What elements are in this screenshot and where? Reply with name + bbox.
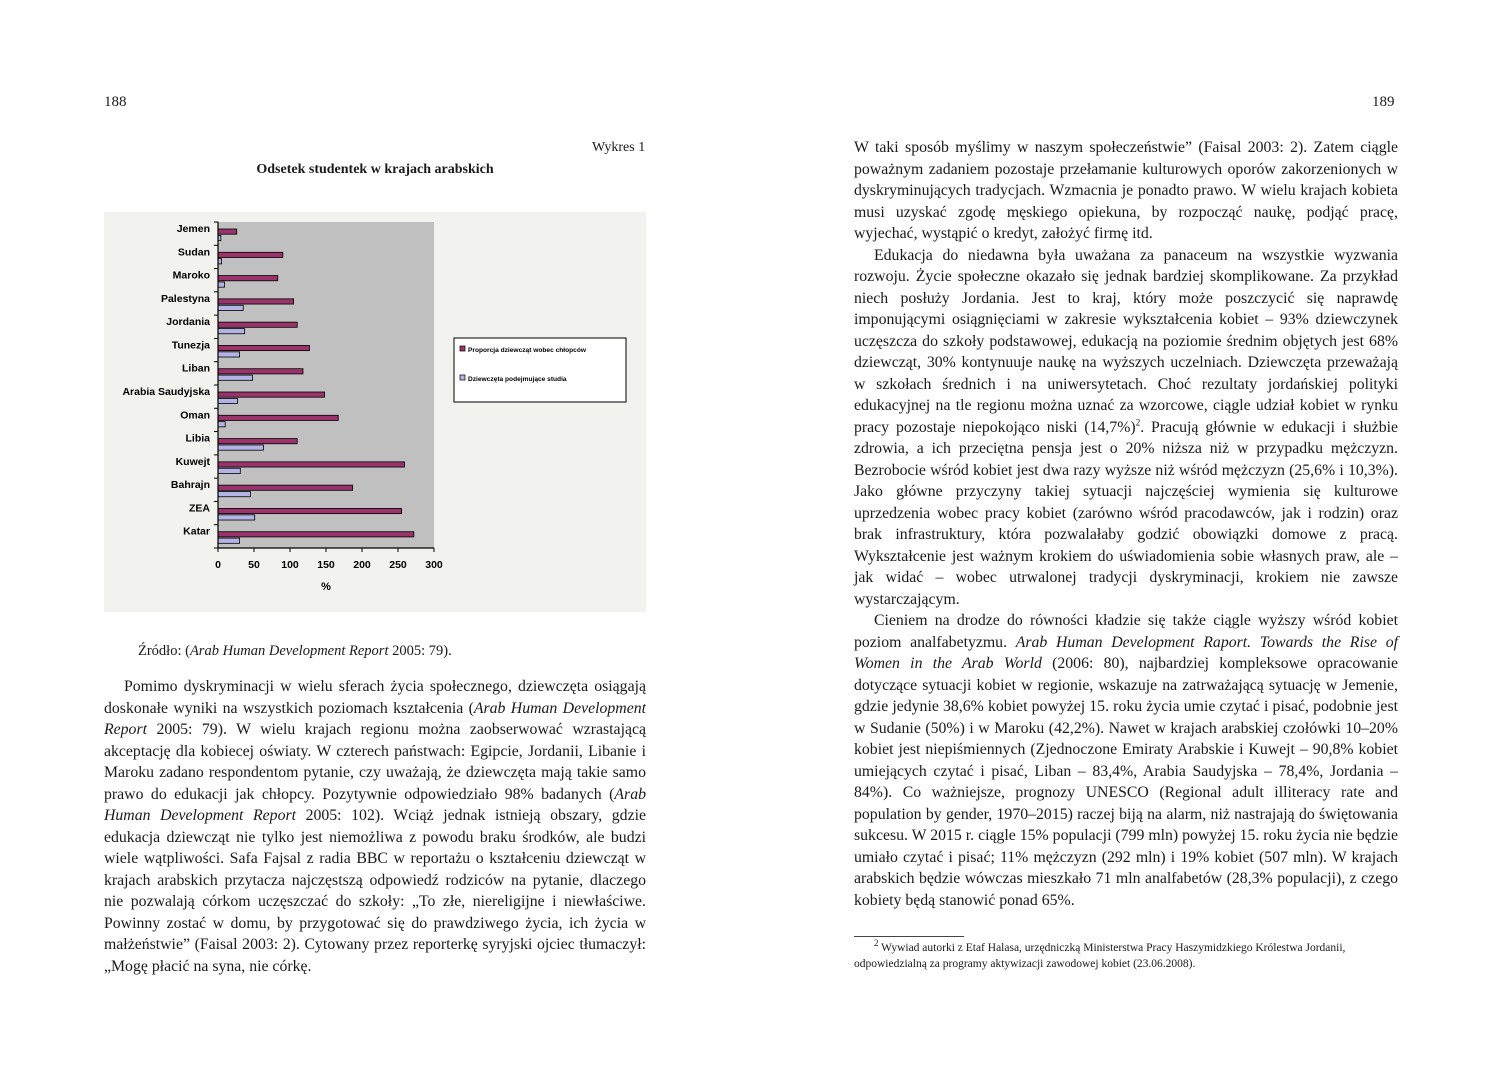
- category-label: Katar: [183, 525, 210, 538]
- figure-label: Wykres 1: [592, 140, 646, 155]
- bar-series-1: [218, 392, 325, 397]
- x-axis-label: %: [321, 581, 331, 593]
- category-label: Jordania: [166, 316, 210, 329]
- x-tick-label: 100: [281, 559, 299, 571]
- figure-source: [138, 643, 452, 660]
- category-label: ZEA: [189, 502, 210, 515]
- bar-chart-panel: [104, 212, 646, 612]
- x-tick-label: 150: [317, 559, 335, 571]
- category-label: Palestyna: [160, 292, 210, 305]
- left-body-text: [104, 676, 646, 977]
- bar-series-1: [218, 462, 404, 467]
- bar-series-2: [218, 492, 250, 497]
- bar-series-1: [218, 229, 237, 234]
- source-prefix: Źródło: (: [138, 643, 190, 659]
- category-label: Arabia Saudyjska: [122, 386, 210, 398]
- bar-series-1: [218, 439, 297, 444]
- category-label: Liban: [182, 362, 210, 375]
- category-label: Bahrajn: [170, 479, 210, 492]
- footnote: [854, 940, 1398, 972]
- bar-series-2: [218, 422, 225, 427]
- x-tick-label: 0: [215, 559, 221, 571]
- plot-area: [218, 222, 434, 548]
- category-label: Sudan: [177, 246, 210, 259]
- bar-series-2: [218, 329, 245, 334]
- bar-series-2: [218, 375, 253, 380]
- paragraph: Pomimo dyskryminacji w wielu sferach życia społecznego, dziewczęta osiągają doskonałe wyniki na wszystkich poziomach kształcenia (Arab Human Development Report 2005: 79). W wielu krajach regionu można zaobserwować wzrastającą akceptację dla kobiecej oświaty. W czterech państwach: Egipcie, Jordanii, Libanie i Maroku zadano respondentom pytanie, czy uważają, że dziewczęta mają takie samo prawo do edukacji jak chłopcy. Pozytywnie odpowiedziało 98% badanych (Arab Human Development Report 2005: 102). Wciąż jednak istnieją obszary, gdzie edukacja dziewcząt nie tylko jest niemożliwa z powodu braku środków, ale budzi wiele wątpliwości. Safa Fajsal z radia BBC w reportażu o kształceniu dziewcząt w krajach arabskich przytacza najczęstszą odpowiedź rodziców na pytanie, dlaczego nie pozwalają córkom uczęszczać do szkoły: „To złe, niereligijne i niewłaściwe. Powinny zostać w domu, by przygotować się do prawdziwego życia, ich życia w małżeństwie” (Faisal 2003: 2). Cytowany przez reporterkę syryjski ojciec tłumaczył: „Mogę płacić na syna, nie córkę.: [104, 678, 646, 975]
- footnote-ref: 2: [1135, 417, 1141, 428]
- bar-series-1: [218, 415, 338, 420]
- bar-series-2: [218, 538, 240, 543]
- bar-series-2: [218, 468, 240, 473]
- source-suffix: 2005: 79).: [388, 643, 452, 659]
- category-label: Kuwejt: [175, 455, 210, 468]
- bar-series-1: [218, 345, 309, 350]
- paragraph: W taki sposób myślimy w naszym społeczeństwie” (Faisal 2003: 2). Zatem ciągle poważnym zadaniem pozostaje przełamanie kulturowych oporów zakorzenionych w dyskryminujących tradycjach. Wzmacnia je ponadto prawo. W wielu krajach kobieta musi uzyskać zgodę męskiego opiekuna, by rozpocząć naukę, podjąć pracę, wyjechać, wystąpić o kredyt, założyć firmę itd.: [854, 139, 1398, 242]
- bar-series-2: [218, 515, 255, 520]
- bar-series-2: [218, 398, 237, 403]
- paragraph: Edukacja do niedawna była uważana za panaceum na wszystkie wyzwania rozwoju. Życie społeczne okazało się jednak bardziej skomplikowane. Za przykład niech posłuży Jordania. Jest to kraj, który może poszczycić się naprawdę imponującymi osiągnięciami w zakresie wykształcenia kobiet – 93% dziewczynek uczęszcza do szkoły podstawowej, edukacją na poziomie średnim objętych jest 68% dziewcząt, 30% kontynuuje naukę na wyższych uczelniach. Dziewczęta przeważają w szkołach średnich i na uniwersytetach. Choć rezultaty jordańskiej polityki edukacyjnej na tle regionu można uznać za wzorcowe, ciągle udział kobiet w rynku pracy pozostaje niepokojąco niski $(14,7\%)^2$. Pracują głównie w edukacji i służbie zdrowia, a ich przeciętna pensja jest o 20% niższa niż w przypadku mężczyzn. Bezrobocie wśród kobiet jest dwa razy wyższe niż wśród mężczyzn (25,6% i 10,3%). Jako główne przyczyny takiej sytuacji najczęściej wymienia się kulturowe uprzedzenia wobec pracy kobiet (zarówno wśród pracodawców, jak i rodzin) oraz brak infrastruktury, która pozwalałaby godzić obowiązki domowe z pracą. Wykształcenie jest ważnym krokiem do uświadomienia sobie własnych praw, ale – jak widać – wobec utrwalonej tradycji dyskryminacji, krokiem nie zawsze wystarczającym.: [854, 246, 1398, 608]
- bar-series-2: [218, 352, 240, 357]
- footnote-rule: [854, 936, 964, 937]
- bar-series-1: [218, 532, 414, 537]
- category-label: Libia: [185, 432, 210, 445]
- right-body-text: [854, 137, 1398, 911]
- bar-series-1: [218, 369, 303, 374]
- bar-series-1: [218, 252, 283, 257]
- legend-swatch: [460, 375, 465, 380]
- bar-series-2: [218, 305, 243, 310]
- bar-series-1: [218, 485, 353, 490]
- legend-label: Proporcja dziewcząt wobec chłopców: [468, 347, 586, 354]
- x-tick-label: 50: [248, 559, 260, 571]
- bar-series-2: [218, 445, 263, 450]
- x-tick-label: 250: [389, 559, 407, 571]
- source-title: Arab Human Development Report: [189, 643, 389, 659]
- legend-label: Dziewczęta podejmujące studia: [468, 376, 567, 383]
- paragraph: Cieniem na drodze do równości kładzie się także ciągle wyższy wśród kobiet poziom analfabetyzmu. Arab Human Development Raport. Towards the Rise of Women in the Arab World (2006: 80), najbardziej kompleksowe opracowanie dotyczące sytuacji kobiet w regionie, wskazuje na zatrważającą sytuację w Jemenie, gdzie jedynie 38,6% kobiet powyżej 15. roku życia umie czytać i pisać, podobnie jest w Sudanie (50%) i w Maroku (42,2%). Nawet w krajach arabskiej czołówki 10–20% kobiet jest niepiśmiennych (Zjednoczone Emiraty Arabskie i Kuwejt – 90,8% kobiet umiejących czytać i pisać, Liban – 83,4%, Arabia Saudyjska – 78,4%, Jordania – 84%). Co ważniejsze, prognozy UNESCO (Regional adult illiteracy rate and population by gender, 1970–2015) raczej biją na alarm, niż nastrajają do świętowania sukcesu. W 2015 r. ciągle 15% populacji (799 mln) powyżej 15. roku życia nie będzie umiało czytać i pisać; 11% mężczyzn (292 mln) i 19% kobiet (507 mln). W krajach arabskich będzie wówczas mieszkało 71 mln analfabetów (28,3% populacji), z czego kobiety będą stanowić ponad 65%.: [854, 612, 1398, 909]
- bar-series-1: [218, 299, 294, 304]
- category-label: Maroko: [172, 269, 210, 282]
- footnote-marker: 2: [874, 938, 879, 949]
- bar-series-1: [218, 276, 278, 281]
- x-tick-label: 200: [353, 559, 371, 571]
- chart-title: Odsetek studentek w krajach arabskich: [256, 162, 494, 177]
- x-tick-label: 300: [425, 559, 443, 571]
- bar-series-1: [218, 322, 297, 327]
- bar-chart: [104, 212, 646, 612]
- bar-series-2: [218, 282, 224, 287]
- category-label: Oman: [180, 409, 210, 422]
- category-label: Jemen: [176, 223, 210, 235]
- footnote-text: Wywiad autorki z Etaf Halasa, urzędniczką Ministerstwa Pracy Haszymidzkiego Królestwa Jordanii, odpowiedzialną za programy aktywizacji zawodowej kobiet (23.06.2008).: [854, 942, 1346, 970]
- page-number-right: 189: [1372, 94, 1395, 110]
- bar-series-1: [218, 508, 402, 513]
- legend-swatch: [460, 346, 465, 351]
- page-number-left: 188: [104, 94, 127, 110]
- category-label: Tunezja: [171, 339, 210, 352]
